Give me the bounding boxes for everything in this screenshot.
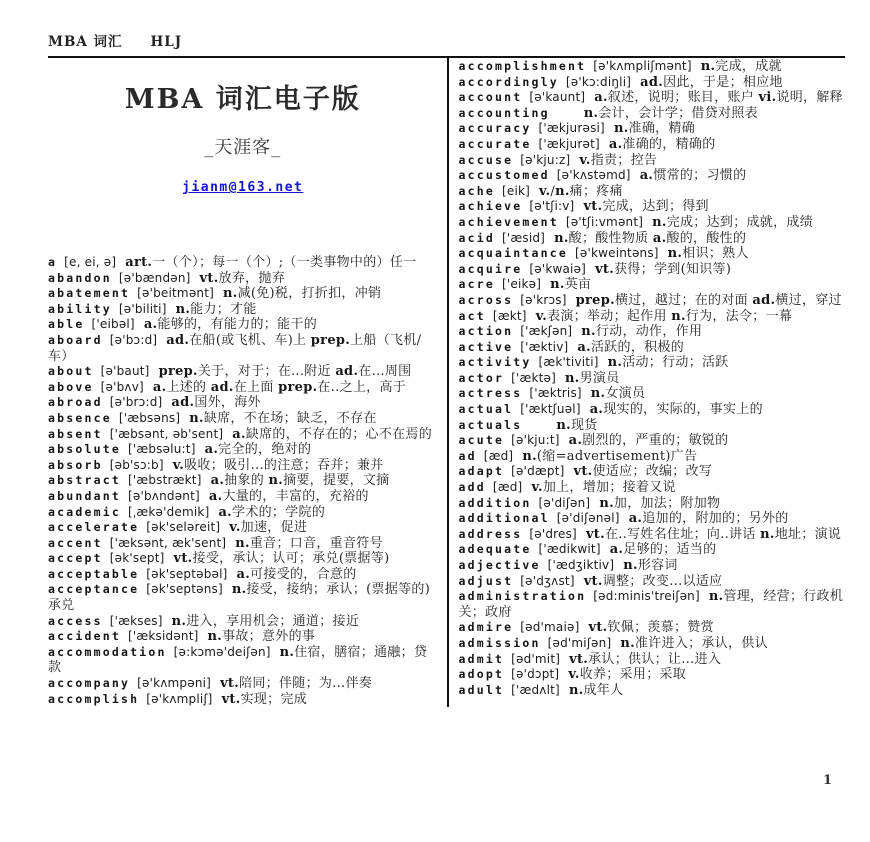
vocab-entry bbox=[459, 293, 846, 309]
vocab-entry bbox=[459, 355, 846, 371]
entry-word: adjective bbox=[458, 558, 541, 572]
vocab-entry bbox=[459, 433, 846, 449]
entry-word: actress bbox=[458, 386, 523, 401]
vocab-entry bbox=[48, 317, 438, 333]
entry-definition: n.事故；意外的事 bbox=[207, 629, 316, 645]
entry-phonetic: [ə'tʃi:v] bbox=[529, 199, 575, 214]
vocab-entry bbox=[459, 106, 846, 122]
vocab-list-left bbox=[48, 255, 438, 707]
vocab-entry bbox=[459, 153, 846, 169]
entry-phonetic bbox=[529, 418, 547, 432]
right-column bbox=[447, 57, 846, 707]
entry-word: admit bbox=[458, 651, 505, 666]
entry-phonetic: ['ædikwit] bbox=[538, 542, 601, 557]
email-link[interactable]: jianm@163.net bbox=[182, 180, 304, 195]
two-column-content bbox=[48, 57, 845, 707]
entry-definition: n.成年人 bbox=[568, 682, 624, 698]
vocab-entry bbox=[459, 542, 846, 558]
vocab-entry bbox=[48, 567, 438, 583]
entry-phonetic: [eik] bbox=[502, 183, 531, 198]
entry-phonetic: ['ædʒiktiv] bbox=[547, 558, 615, 572]
entry-phonetic: [ə'brɔ:d] bbox=[109, 395, 163, 410]
entry-phonetic: [ə'kwaiə] bbox=[529, 261, 587, 276]
entry-word: ad bbox=[458, 448, 477, 463]
entry-definition: a.叙述，说明；账目，账户 vi.说明，解释 bbox=[594, 90, 843, 106]
vocab-entry bbox=[48, 380, 438, 396]
entry-definition: n.(缩=advertisement)广告 bbox=[522, 448, 698, 464]
vocab-entry bbox=[459, 231, 846, 247]
vocab-entry bbox=[48, 255, 438, 271]
entry-phonetic: [ə'dres] bbox=[529, 526, 577, 541]
entry-word: absence bbox=[48, 410, 112, 425]
entry-phonetic: [ə'baut] bbox=[100, 364, 150, 379]
vocab-entry bbox=[459, 589, 846, 620]
entry-definition: a.完全的，绝对的 bbox=[204, 442, 312, 458]
entry-definition: n.完成，成就 bbox=[700, 59, 782, 74]
entry-word: acceptance bbox=[48, 582, 140, 597]
vocab-entry bbox=[459, 652, 846, 668]
entry-phonetic: [ə'dæpt] bbox=[511, 464, 565, 479]
entry-definition: ad.国外，海外 bbox=[171, 395, 261, 411]
entry-phonetic: ['eikə] bbox=[502, 277, 542, 292]
entry-phonetic: ['ækses] bbox=[109, 613, 163, 628]
vocab-entry bbox=[459, 168, 846, 184]
entry-phonetic: [əd'maiə] bbox=[520, 620, 580, 635]
vocab-entry bbox=[48, 473, 438, 489]
entry-word: accuse bbox=[458, 152, 514, 167]
entry-word: abstract bbox=[48, 473, 121, 488]
entry-definition: v.加速，促进 bbox=[229, 520, 308, 536]
entry-definition: a.剧烈的，严重的；敏锐的 bbox=[568, 433, 729, 449]
vocab-entry bbox=[48, 645, 438, 676]
entry-definition: a.足够的；适当的 bbox=[609, 542, 717, 558]
vocab-entry bbox=[48, 614, 438, 630]
vocab-entry bbox=[459, 683, 846, 699]
entry-phonetic: ['æbsənt, əb'sent] bbox=[109, 426, 224, 441]
entry-definition: n.形容词 bbox=[623, 558, 678, 573]
entry-definition: n.能力；才能 bbox=[175, 301, 257, 317]
entry-word: act bbox=[458, 308, 486, 323]
entry-word: ability bbox=[48, 301, 112, 316]
vocab-entry bbox=[459, 184, 846, 200]
vocab-entry bbox=[48, 364, 438, 380]
entry-definition: vt.接受，承认；认可；承兑(票据等) bbox=[173, 551, 390, 567]
entry-phonetic bbox=[557, 106, 575, 120]
entry-word: accurate bbox=[458, 136, 532, 151]
entry-definition: n.准确，精确 bbox=[613, 121, 696, 137]
entry-phonetic: [æd] bbox=[483, 448, 514, 463]
entry-phonetic: [ək'sept] bbox=[109, 551, 165, 566]
entry-phonetic: ['æktris] bbox=[529, 386, 582, 401]
entry-definition: vt.承认；供认；让…进入 bbox=[569, 651, 722, 667]
entry-word: adequate bbox=[458, 542, 532, 557]
entry-word: aboard bbox=[48, 332, 103, 347]
entry-definition: vt.实现；完成 bbox=[221, 691, 308, 707]
entry-word: accomplish bbox=[48, 691, 140, 706]
entry-word: absorb bbox=[48, 457, 103, 472]
entry-definition: a.惯常的；习惯的 bbox=[639, 168, 747, 184]
vocab-entry bbox=[459, 496, 846, 512]
left-column bbox=[48, 57, 447, 707]
entry-phonetic: [ə'diʃənəl] bbox=[556, 511, 620, 526]
entry-definition: vt.放弃，抛弃 bbox=[199, 270, 286, 286]
entry-phonetic: [ˌækə'demik] bbox=[128, 504, 210, 519]
entry-phonetic: [ə'beitmənt] bbox=[137, 286, 214, 301]
vocab-entry bbox=[459, 558, 846, 574]
entry-definition: vt.获得；学到(知识等) bbox=[595, 261, 732, 277]
entry-phonetic: [ə'kju:z] bbox=[520, 152, 571, 167]
entry-definition: a.学术的；学院的 bbox=[218, 504, 326, 520]
vocab-entry bbox=[48, 489, 438, 505]
vocab-entry bbox=[459, 199, 846, 215]
entry-phonetic: ['ækjurəsi] bbox=[538, 121, 605, 136]
email-link-wrap bbox=[48, 176, 438, 195]
entry-word: actual bbox=[458, 402, 514, 417]
entry-definition: n.相识；熟人 bbox=[667, 246, 749, 262]
vocab-entry bbox=[459, 418, 846, 434]
entry-definition: n.活动；行动；活跃 bbox=[607, 355, 729, 371]
vocab-entry bbox=[48, 458, 438, 474]
vocab-entry bbox=[459, 371, 846, 387]
entry-phonetic: ['æktə] bbox=[511, 370, 557, 385]
entry-word: accounting bbox=[458, 105, 550, 120]
entry-word: action bbox=[458, 324, 514, 339]
entry-word: accept bbox=[48, 551, 103, 566]
vocab-entry bbox=[48, 520, 438, 536]
entry-word: admire bbox=[458, 620, 514, 635]
vocab-entry bbox=[459, 449, 846, 465]
entry-definition: ad.因此，于是；相应地 bbox=[640, 74, 783, 90]
entry-word: actor bbox=[458, 370, 505, 385]
entry-definition: vt.使适应；改编；改写 bbox=[573, 464, 713, 480]
entry-word: adult bbox=[458, 682, 505, 697]
entry-definition: a.能够的，有能力的；能干的 bbox=[143, 317, 317, 333]
entry-definition: n.现货 bbox=[556, 417, 598, 433]
entry-word: acre bbox=[458, 277, 495, 292]
page-subtitle: _天涯客_ bbox=[204, 137, 282, 158]
entry-word: adjust bbox=[458, 573, 514, 588]
entry-definition: v.吸收；吸引...的注意；吞并；兼并 bbox=[172, 457, 384, 473]
entry-phonetic: [ə'dɔpt] bbox=[511, 667, 560, 682]
vocab-entry bbox=[459, 75, 846, 91]
entry-word: addition bbox=[458, 495, 532, 510]
entry-word: acid bbox=[458, 230, 495, 245]
vocab-entry bbox=[48, 427, 438, 443]
entry-word: administration bbox=[458, 589, 587, 604]
entry-word: abatement bbox=[48, 286, 131, 301]
entry-definition: n.准许进入；承认，供认 bbox=[620, 635, 768, 651]
entry-phonetic: [əd:minis'treiʃən] bbox=[593, 589, 700, 604]
vocab-entry bbox=[459, 574, 846, 590]
entry-phonetic: ['ædʌlt] bbox=[511, 682, 560, 697]
entry-definition: n.重音；口音，重音符号 bbox=[235, 535, 383, 551]
entry-phonetic: [e, ei, ə] bbox=[64, 255, 117, 269]
entry-word: a bbox=[48, 255, 58, 269]
entry-word: above bbox=[48, 379, 94, 394]
entry-definition: v.加上，增加；接着又说 bbox=[531, 480, 676, 496]
entry-definition: v.指责；控告 bbox=[579, 152, 658, 168]
entry-phonetic: [ə'bʌndənt] bbox=[128, 488, 200, 503]
entry-definition: n.酸；酸性物质 a.酸的，酸性的 bbox=[554, 230, 747, 246]
entry-word: acquaintance bbox=[458, 246, 568, 261]
vocab-entry bbox=[48, 582, 438, 613]
entry-definition: v.表演；举动；起作用 n.行为，法令；一幕 bbox=[535, 308, 793, 324]
entry-definition: prep.横过，越过；在的对面 ad.横过，穿过 bbox=[575, 292, 842, 308]
entry-definition: n.英亩 bbox=[550, 277, 592, 293]
entry-phonetic: [ək'septəns] bbox=[146, 582, 223, 597]
entry-definition: n.完成；达到；成就，成绩 bbox=[652, 214, 814, 230]
entry-phonetic: [əd'mit] bbox=[511, 651, 561, 666]
entry-phonetic: [ə'kju:t] bbox=[511, 433, 560, 448]
entry-phonetic: ['æbstrækt] bbox=[128, 473, 202, 488]
entry-definition: vt.在..写姓名住址；向..讲话 n.地址；演说 bbox=[585, 526, 842, 542]
vocab-entry bbox=[459, 121, 846, 137]
entry-word: accuracy bbox=[458, 121, 532, 136]
entry-word: accustomed bbox=[458, 168, 550, 183]
entry-phonetic: [ə'kʌmpliʃmənt] bbox=[593, 59, 692, 73]
vocab-entry bbox=[459, 215, 846, 231]
entry-phonetic: [ə'bɔ:d] bbox=[109, 332, 158, 347]
entry-definition: n.住宿，膳宿；通融；贷款 bbox=[48, 644, 428, 676]
entry-phonetic: [ækt] bbox=[492, 308, 527, 323]
entry-word: adopt bbox=[458, 667, 505, 682]
entry-word: accomplishment bbox=[458, 59, 587, 73]
entry-definition: prep.关于，对于；在...附近 ad.在…周围 bbox=[158, 364, 412, 380]
vocab-entry bbox=[48, 286, 438, 302]
entry-definition: a.缺席的，不存在的；心不在焉的 bbox=[232, 426, 432, 442]
entry-phonetic: [ə'biliti] bbox=[118, 301, 167, 316]
entry-word: able bbox=[48, 317, 85, 332]
entry-phonetic: [ə'kʌmpəni] bbox=[137, 676, 212, 691]
entry-word: academic bbox=[48, 504, 121, 519]
vocab-entry bbox=[48, 629, 438, 645]
entry-word: accelerate bbox=[48, 520, 140, 535]
entry-phonetic: [ək'septəbəl] bbox=[146, 566, 228, 581]
entry-phonetic: [ə'bændən] bbox=[118, 270, 191, 285]
title-block bbox=[48, 57, 438, 195]
entry-phonetic: ['æbsəns] bbox=[118, 410, 181, 425]
entry-phonetic: [ə'kʌstəmd] bbox=[556, 168, 631, 183]
vocab-entry bbox=[459, 480, 846, 496]
entry-phonetic: [ə'kaunt] bbox=[529, 90, 586, 105]
entry-phonetic: [æd] bbox=[492, 480, 523, 495]
entry-definition: a.准确的，精确的 bbox=[608, 136, 716, 152]
entry-phonetic: [ə'bʌv] bbox=[100, 379, 144, 394]
entry-word: accordingly bbox=[458, 74, 559, 89]
entry-word: admission bbox=[458, 635, 541, 650]
entry-phonetic: [ə:kɔmə'deiʃən] bbox=[173, 644, 271, 659]
entry-definition: n.减(免)税，打折扣，冲销 bbox=[223, 286, 382, 302]
entry-word: achievement bbox=[458, 214, 559, 229]
vocab-entry bbox=[48, 271, 438, 287]
vocab-list-right bbox=[459, 59, 846, 698]
header-title: MBA 词汇 bbox=[48, 34, 123, 50]
entry-word: absent bbox=[48, 426, 103, 441]
entry-definition: a.上述的 ad.在上面 prep.在..之上，高于 bbox=[152, 379, 407, 395]
vocab-entry bbox=[459, 137, 846, 153]
entry-definition: n.缺席，不在场；缺乏，不存在 bbox=[189, 410, 377, 426]
entry-definition: vt.完成，达到；得到 bbox=[583, 199, 709, 215]
entry-phonetic: [æk'tiviti] bbox=[538, 355, 599, 370]
header-author: HLJ bbox=[150, 34, 183, 50]
entry-phonetic: ['ækʃən] bbox=[520, 324, 573, 339]
entry-definition: v./n.痛；疼痛 bbox=[539, 183, 623, 199]
entry-word: accompany bbox=[48, 676, 131, 691]
entry-definition: a.追加的，附加的；另外的 bbox=[628, 511, 789, 527]
vocab-entry bbox=[48, 395, 438, 411]
vocab-entry bbox=[459, 246, 846, 262]
entry-phonetic: [ə'dʒʌst] bbox=[520, 573, 575, 588]
entry-phonetic: ['æksənt, æk'sent] bbox=[109, 535, 227, 550]
vocab-entry bbox=[459, 309, 846, 325]
entry-word: across bbox=[458, 292, 514, 307]
vocab-entry bbox=[459, 90, 846, 106]
vocab-entry bbox=[459, 277, 846, 293]
entry-word: acquire bbox=[458, 261, 523, 276]
vocab-entry bbox=[48, 333, 438, 364]
entry-phonetic: [əb'sɔ:b] bbox=[109, 457, 164, 472]
entry-definition: vt.调整；改变...以适应 bbox=[583, 573, 723, 589]
vocab-entry bbox=[459, 636, 846, 652]
vocab-entry bbox=[48, 676, 438, 692]
vocab-entry bbox=[48, 551, 438, 567]
entry-word: accommodation bbox=[48, 644, 167, 659]
entry-definition: a.抽象的 n.摘要，提要，文摘 bbox=[210, 473, 390, 489]
entry-phonetic: ['æbsəlu:t] bbox=[128, 442, 196, 457]
entry-word: about bbox=[48, 364, 94, 379]
page-number: 1 bbox=[822, 773, 832, 788]
entry-word: accident bbox=[48, 629, 121, 644]
vocab-entry bbox=[459, 262, 846, 278]
vocab-entry bbox=[459, 620, 846, 636]
vocab-entry bbox=[459, 402, 846, 418]
entry-word: access bbox=[48, 613, 103, 628]
vocab-entry bbox=[459, 59, 846, 75]
entry-definition: a.大量的，丰富的，充裕的 bbox=[208, 488, 369, 504]
entry-word: address bbox=[458, 526, 523, 541]
entry-phonetic: [ə'krɔs] bbox=[520, 292, 567, 307]
entry-definition: art.一（个）；每一（个）;（一类事物中的）任一 bbox=[125, 255, 417, 270]
page-title: MBA 词汇电子版 bbox=[124, 84, 361, 115]
vocab-entry bbox=[459, 464, 846, 480]
entry-definition: a.现实的，实际的，事实上的 bbox=[589, 402, 763, 418]
entry-definition: ad.在船(或飞机、车)上 prep.上船（飞机/车） bbox=[48, 332, 422, 364]
vocab-entry bbox=[48, 302, 438, 318]
vocab-entry bbox=[459, 324, 846, 340]
vocab-entry bbox=[459, 667, 846, 683]
entry-word: abroad bbox=[48, 395, 103, 410]
entry-definition: n.男演员 bbox=[565, 370, 620, 386]
vocab-entry bbox=[48, 411, 438, 427]
entry-definition: n.行动，动作，作用 bbox=[581, 324, 703, 340]
entry-phonetic: [ə'tʃi:vmənt] bbox=[565, 214, 644, 229]
entry-word: absolute bbox=[48, 442, 121, 457]
entry-phonetic: ['æksidənt] bbox=[128, 629, 199, 644]
vocab-entry bbox=[459, 511, 846, 527]
entry-word: account bbox=[458, 90, 523, 105]
entry-definition: n.接受，接纳；承认；(票据等的)承兑 bbox=[48, 582, 431, 614]
entry-phonetic: [ə'kʌmpliʃ] bbox=[146, 691, 213, 706]
entry-phonetic: ['æktʃuəl] bbox=[520, 402, 581, 417]
entry-phonetic: ['æktiv] bbox=[520, 339, 569, 354]
vocab-entry bbox=[48, 505, 438, 521]
entry-phonetic: [ə'diʃən] bbox=[538, 495, 591, 510]
vocab-entry bbox=[459, 527, 846, 543]
entry-word: additional bbox=[458, 511, 550, 526]
entry-definition: a.可接受的，合意的 bbox=[236, 566, 357, 582]
entry-phonetic: ['eibəl] bbox=[91, 317, 135, 332]
entry-word: abandon bbox=[48, 270, 112, 285]
vocab-entry bbox=[48, 692, 438, 708]
entry-phonetic: [əd'miʃən] bbox=[547, 635, 612, 650]
entry-word: actuals bbox=[458, 417, 523, 432]
entry-definition: vt.钦佩；羡慕；赞赏 bbox=[588, 620, 714, 636]
vocab-entry bbox=[48, 536, 438, 552]
entry-phonetic: ['ækjurət] bbox=[538, 136, 600, 151]
entry-word: ache bbox=[458, 183, 495, 198]
entry-definition: a.活跃的，积极的 bbox=[577, 339, 685, 355]
entry-phonetic: [ə'kɔ:diŋli] bbox=[565, 74, 632, 89]
entry-definition: vt.陪同；伴随；为...伴奏 bbox=[220, 676, 373, 692]
entry-phonetic: [ə'kweintəns] bbox=[574, 246, 659, 261]
entry-phonetic: [ək'seləreit] bbox=[146, 520, 221, 535]
entry-word: active bbox=[458, 339, 514, 354]
entry-word: acceptable bbox=[48, 566, 140, 581]
vocab-entry bbox=[459, 340, 846, 356]
entry-word: adapt bbox=[458, 464, 505, 479]
vocab-entry bbox=[459, 386, 846, 402]
entry-word: add bbox=[458, 480, 486, 495]
entry-word: achieve bbox=[458, 199, 523, 214]
vocab-entry bbox=[48, 442, 438, 458]
entry-phonetic: ['æsid] bbox=[502, 230, 546, 245]
entry-word: activity bbox=[458, 355, 532, 370]
entry-definition: n.女演员 bbox=[590, 386, 646, 402]
entry-definition: n.进入，享用机会；通道；接近 bbox=[171, 613, 360, 629]
page-header bbox=[48, 30, 845, 58]
entry-word: abundant bbox=[48, 488, 121, 503]
entry-word: acute bbox=[458, 433, 505, 448]
entry-definition: v.收养；采用；采取 bbox=[568, 667, 687, 683]
entry-definition: n.加，加法；附加物 bbox=[599, 495, 721, 511]
entry-definition: n.会计，会计学；借贷对照表 bbox=[583, 105, 758, 121]
entry-word: accent bbox=[48, 535, 103, 550]
entry-definition: n.管理，经营；行政机关；政府 bbox=[458, 589, 844, 620]
